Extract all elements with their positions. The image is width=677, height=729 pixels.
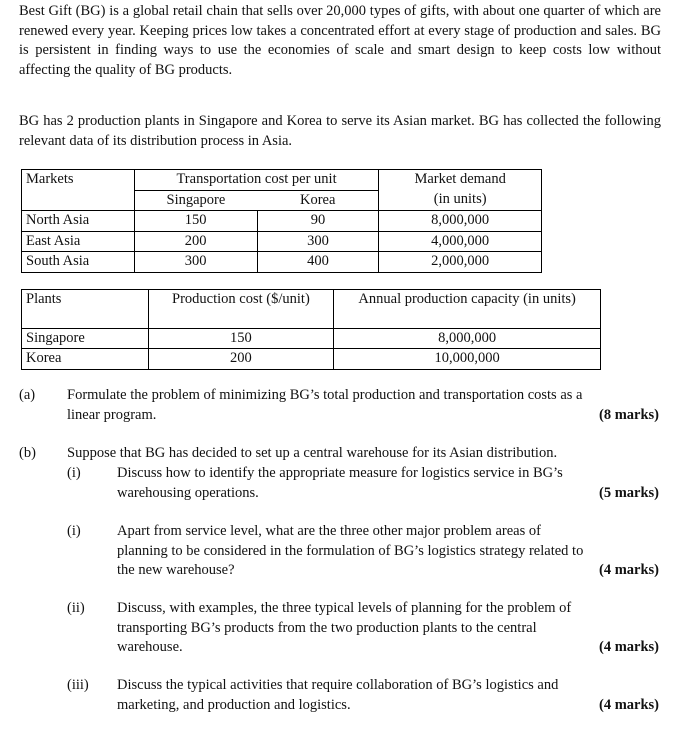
header-transport-cost: Transportation cost per unit [134, 170, 379, 191]
header-units: (in units) [379, 190, 542, 211]
intro-paragraph-1: Best Gift (BG) is a global retail chain that sells over 20,000 types of gifts, with about one quarter of which are renewed every year. Keeping prices low takes a concentrated effort at every stage of production and sales. BG is persistent in finding ways to use the economies of scale and smart design to keep costs low without affecting the quality of BG products. [19, 3, 661, 78]
cost-singapore: 200 [134, 231, 257, 252]
spacer-cell [148, 310, 334, 329]
marks-label: (4 marks) [598, 562, 659, 578]
table-row [22, 328, 601, 349]
spacer-cell [334, 310, 601, 329]
sub-question-line-text: the new warehouse? [117, 562, 235, 578]
market-name: East Asia [22, 231, 135, 252]
sub-question-line [117, 638, 659, 658]
table-row [22, 231, 542, 252]
market-data-table [21, 169, 542, 273]
table-row [22, 252, 542, 273]
cost-korea: 400 [257, 252, 379, 273]
table-header-row [22, 290, 601, 310]
cost-korea: 300 [257, 231, 379, 252]
cost-korea: 90 [257, 211, 379, 232]
spacer-cell [22, 310, 149, 329]
sub-question-text [117, 522, 659, 581]
sub-question-line [117, 484, 659, 504]
header-markets: Markets [26, 171, 74, 187]
sub-question-text [117, 599, 659, 658]
sub-question-label: (i) [67, 465, 81, 481]
header-korea: Korea [299, 191, 336, 208]
market-demand: 8,000,000 [379, 211, 542, 232]
cost-singapore: 300 [134, 252, 257, 273]
question-a-label: (a) [19, 387, 36, 403]
table-spacer-row [22, 310, 601, 329]
sub-question-line: transporting BG’s products from the two production plants to the central [117, 619, 537, 636]
header-capacity: Annual production capacity (in units) [334, 290, 601, 310]
sub-question-line: Discuss the typical activities that require collaboration of BG’s logistics and [117, 677, 559, 693]
header-market-demand: Market demand [379, 170, 542, 191]
sub-question-line-text: warehouse. [117, 639, 183, 655]
header-production-cost: Production cost ($/unit) [148, 290, 334, 310]
question-a-line: Formulate the problem of minimizing BG’s total production and transportation costs as a [67, 387, 583, 403]
market-demand: 2,000,000 [379, 252, 542, 273]
table-row [22, 349, 601, 370]
market-demand: 4,000,000 [379, 231, 542, 252]
table-row [22, 211, 542, 232]
sub-question-line: Discuss, with examples, the three typical levels of planning for the problem of [117, 600, 572, 616]
question-a-text [67, 386, 659, 425]
production-cost: 200 [148, 349, 334, 370]
header-singapore: Singapore [134, 190, 257, 211]
sub-question-line: Discuss how to identify the appropriate measure for logistics service in BG’s [117, 465, 563, 481]
sub-question-label: (ii) [67, 600, 85, 616]
plant-name: Korea [26, 350, 62, 366]
sub-question-line [117, 561, 659, 581]
sub-question-label: (iii) [67, 677, 89, 693]
marks-label: (8 marks) [598, 406, 659, 423]
sub-question-text [117, 676, 659, 715]
sub-question-line-text: marketing, and production and logistics. [117, 696, 351, 713]
question-b-intro: Suppose that BG has decided to set up a central warehouse for its Asian distribution. [67, 445, 558, 461]
question-a-line-text: linear program. [67, 406, 157, 423]
marks-label: (5 marks) [598, 484, 659, 501]
table-header-row [22, 170, 542, 191]
sub-question-line-text: warehousing operations. [117, 484, 259, 501]
sub-question-label: (i) [67, 523, 81, 539]
production-capacity: 10,000,000 [334, 349, 601, 370]
sub-question-text [117, 464, 659, 503]
sub-question-line [117, 696, 659, 716]
market-name: North Asia [22, 211, 135, 232]
production-cost: 150 [148, 328, 334, 349]
production-capacity: 8,000,000 [334, 328, 601, 349]
sub-question-line: planning to be considered in the formulation of BG’s logistics strategy related to [117, 542, 584, 559]
question-b-label: (b) [19, 445, 36, 461]
plants-data-table [21, 289, 601, 370]
marks-label: (4 marks) [598, 639, 659, 655]
question-a-line [67, 406, 659, 426]
cost-singapore: 150 [134, 211, 257, 232]
sub-question-line: Apart from service level, what are the three other major problem areas of [117, 523, 541, 539]
market-name: South Asia [26, 253, 90, 269]
plant-name: Singapore [22, 328, 149, 349]
marks-label: (4 marks) [598, 696, 659, 713]
intro-paragraph-2: BG has 2 production plants in Singapore and Korea to serve its Asian market. BG has collected the following relevant data of its distribution process in Asia. [19, 113, 661, 149]
header-plants: Plants [26, 291, 62, 307]
